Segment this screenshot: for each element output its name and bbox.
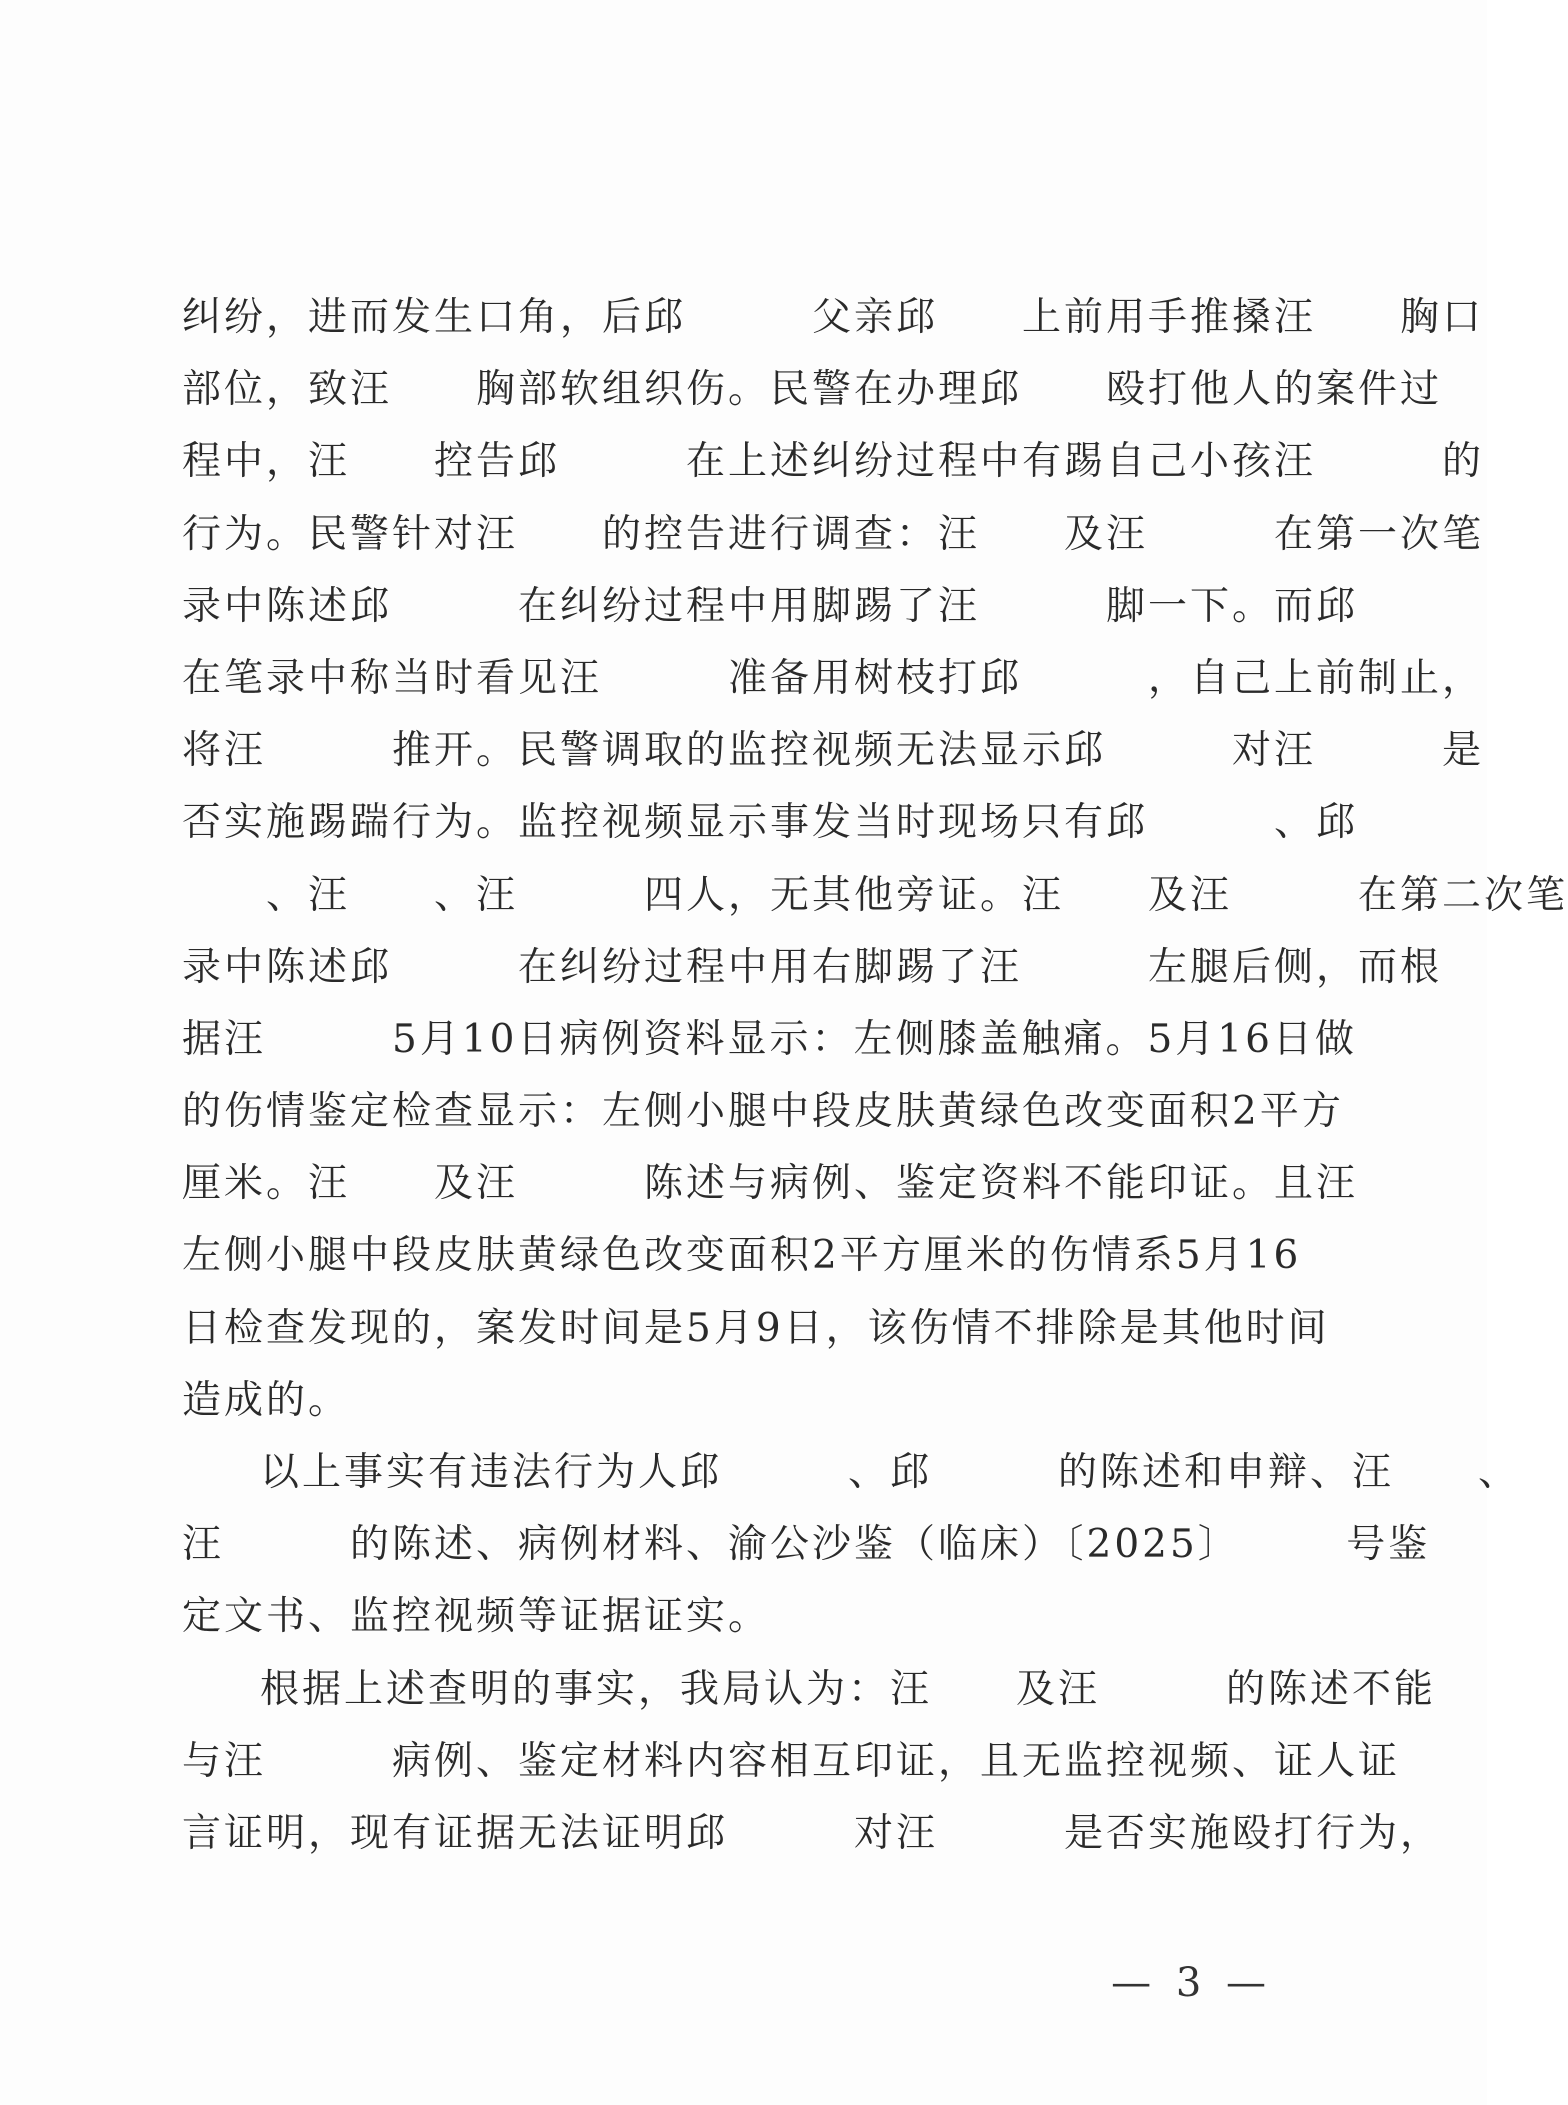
body-text: [182, 282, 1568, 1870]
text-line: 录中陈述邱 在纠纷过程中用右脚踢了汪 左腿后侧，而根: [182, 944, 1443, 990]
text-line: 日检查发现的，案发时间是5月9日，该伤情不排除是其他时间: [182, 1305, 1330, 1351]
text-line: 与汪 病例、鉴定材料内容相互印证，且无监控视频、证人证: [182, 1738, 1401, 1784]
text-line: 汪 的陈述、病例材料、渝公沙鉴（临床）〔2025〕 号鉴: [182, 1522, 1431, 1568]
paragraph-start-line: 根据上述查明的事实，我局认为：汪 及汪 的陈述不能: [260, 1666, 1437, 1712]
text-line: 行为。民警针对汪 的控告进行调查：汪 及汪 在第一次笔: [182, 511, 1485, 557]
text-line: 厘米。汪 及汪 陈述与病例、鉴定资料不能印证。且汪: [182, 1161, 1359, 1207]
text-line: 据汪 5月10日病例资料显示：左侧膝盖触痛。5月16日做: [182, 1016, 1357, 1062]
text-line: 纠纷，进而发生口角，后邱 父亲邱 上前用手推搡汪 胸口: [182, 295, 1485, 340]
text-line: 在笔录中称当时看见汪 准备用树枝打邱 ，自己上前制止，: [182, 655, 1485, 701]
text-line: 左侧小腿中段皮肤黄绿色改变面积2平方厘米的伤情系5月16: [182, 1233, 1302, 1279]
page-number: — 3 —: [1111, 1960, 1272, 2006]
text-line: 录中陈述邱 在纠纷过程中用脚踢了汪 脚一下。而邱: [182, 583, 1359, 629]
text-line: 将汪 推开。民警调取的监控视频无法显示邱 对汪 是: [182, 728, 1485, 774]
text-line: 定文书、监控视频等证据证实。: [182, 1594, 771, 1640]
text-line: 、汪 、汪 四人，无其他旁证。汪 及汪 在第二次笔: [182, 872, 1568, 918]
text-line: 的伤情鉴定检查显示：左侧小腿中段皮肤黄绿色改变面积2平方: [182, 1089, 1344, 1135]
text-line: 部位，致汪 胸部软组织伤。民警在办理邱 殴打他人的案件过: [182, 367, 1443, 413]
text-line: 言证明，现有证据无法证明邱 对汪 是否实施殴打行为，: [182, 1810, 1443, 1856]
text-line: 造成的。: [182, 1377, 351, 1423]
paragraph-start-line: 以上事实有违法行为人邱 、邱 的陈述和申辩、汪 、: [260, 1450, 1521, 1495]
text-line: 程中，汪 控告邱 在上述纠纷过程中有踢自己小孩汪 的: [182, 439, 1485, 485]
text-line: 否实施踢踹行为。监控视频显示事发当时现场只有邱 、邱: [182, 800, 1359, 846]
